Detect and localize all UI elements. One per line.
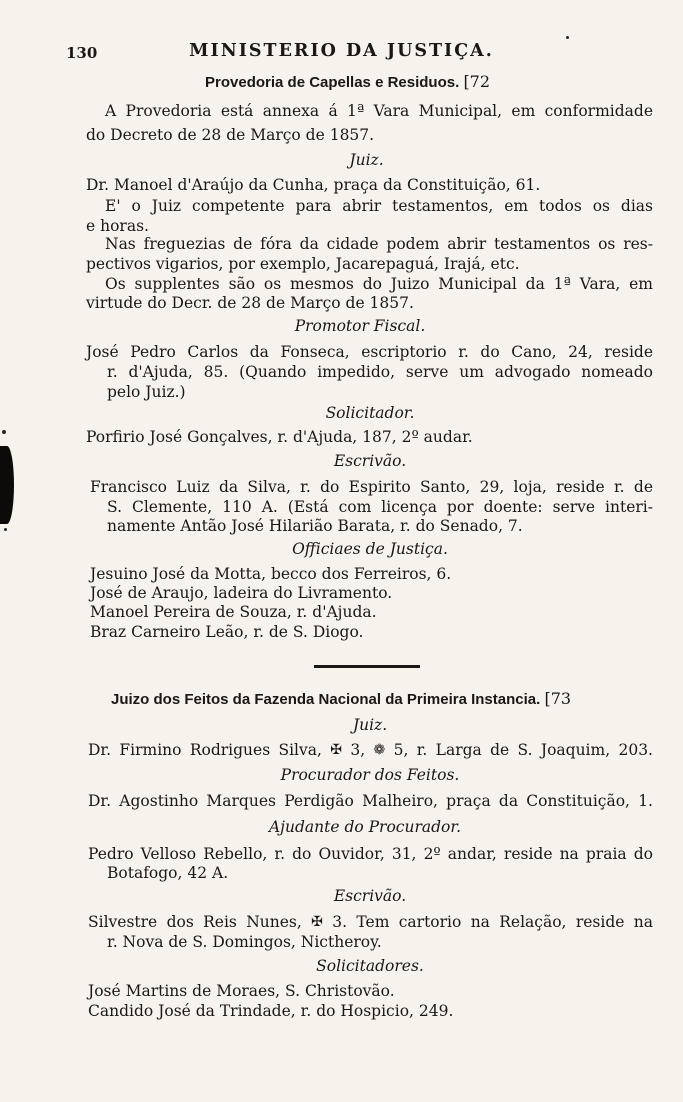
entry-text: 3. Tem cartorio na Relação, reside na xyxy=(332,913,653,931)
entry-line: Porfirio José Gonçalves, r. d'Ajuda, 187, 2º audar. xyxy=(86,428,473,446)
page-number: 130 xyxy=(66,44,98,62)
order-cross-icon: ✠ xyxy=(330,742,343,758)
paragraph-line: E' o Juiz competente para abrir testamentos, em todos os dias xyxy=(105,197,653,215)
entry-text: Dr. Firmino Rodrigues Silva, xyxy=(88,741,322,759)
entry-line: Dr. Agostinho Marques Perdigão Malheiro, praça da Constituição, 1. xyxy=(88,792,653,810)
paragraph-line: do Decreto de 28 de Março de 1857. xyxy=(86,126,375,144)
section-reference: [72 xyxy=(463,72,491,91)
ink-speck xyxy=(2,430,6,434)
order-cross-icon: ✠ xyxy=(311,914,323,930)
paragraph-line: virtude do Decr. de 28 de Março de 1857. xyxy=(86,294,414,312)
page-title: MINISTERIO DA JUSTIÇA. xyxy=(189,41,494,61)
section-reference: [73 xyxy=(544,689,572,708)
section-heading xyxy=(205,73,490,92)
entry-line xyxy=(88,913,653,931)
ink-speck xyxy=(4,528,7,531)
paragraph-line: Os supplentes são os mesmos do Juizo Municipal da 1ª Vara, em xyxy=(105,275,653,293)
section-heading xyxy=(111,690,571,709)
order-rose-icon: ❁ xyxy=(373,742,386,758)
list-item: Manoel Pereira de Souza, r. d'Ajuda. xyxy=(90,603,377,621)
role-label: Juiz. xyxy=(349,151,384,169)
entry-line: pelo Juiz.) xyxy=(107,383,186,401)
paragraph-line: e horas. xyxy=(86,217,149,235)
paragraph-line: pectivos vigarios, por exemplo, Jacarepaguá, Irajá, etc. xyxy=(86,255,520,273)
list-item: Candido José da Trindade, r. do Hospicio, 249. xyxy=(88,1002,454,1020)
entry-line: José Pedro Carlos da Fonseca, escriptorio r. do Cano, 24, reside xyxy=(86,343,653,361)
entry-line: Francisco Luiz da Silva, r. do Espirito Santo, 29, loja, reside r. de xyxy=(90,478,653,496)
role-label: Escrivão. xyxy=(333,887,407,905)
list-item: José Martins de Moraes, S. Christovão. xyxy=(88,982,395,1000)
entry-text: 3, xyxy=(350,741,366,759)
entry-line: r. Nova de S. Domingos, Nictheroy. xyxy=(107,933,382,951)
section-divider xyxy=(314,665,420,668)
role-label: Procurador dos Feitos. xyxy=(280,766,460,784)
entry-line xyxy=(88,741,653,759)
entry-line: Dr. Manoel d'Araújo da Cunha, praça da Constituição, 61. xyxy=(86,176,541,194)
section-heading-text: Provedoria de Capellas e Residuos. xyxy=(205,74,460,91)
list-item: Braz Carneiro Leão, r. de S. Diogo. xyxy=(90,623,364,641)
role-label: Ajudante do Procurador. xyxy=(268,818,461,836)
role-label: Promotor Fiscal. xyxy=(294,317,426,335)
entry-line: namente Antão José Hilarião Barata, r. do Senado, 7. xyxy=(107,517,523,535)
role-label: Juiz. xyxy=(352,716,388,734)
list-item: Jesuino José da Motta, becco dos Ferreiros, 6. xyxy=(90,565,452,583)
entry-line: r. d'Ajuda, 85. (Quando impedido, serve um advogado nomeado xyxy=(107,363,653,381)
role-label: Escrivão. xyxy=(333,452,407,470)
entry-text: Silvestre dos Reis Nunes, xyxy=(88,913,302,931)
paragraph-line: A Provedoria está annexa á 1ª Vara Municipal, em conformidade xyxy=(105,102,653,120)
entry-text: 5, r. Larga de S. Joaquim, 203. xyxy=(393,741,653,759)
role-label: Officiaes de Justiça. xyxy=(292,540,448,558)
entry-line: Botafogo, 42 A. xyxy=(107,864,229,882)
ink-speck xyxy=(566,36,569,39)
paragraph-line: Nas freguezias de fóra da cidade podem abrir testamentos os res- xyxy=(105,235,653,253)
entry-line: S. Clemente, 110 A. (Está com licença por doente: serve interi- xyxy=(107,498,653,516)
role-label: Solicitador. xyxy=(325,404,415,422)
section-heading-text: Juizo dos Feitos da Fazenda Nacional da Primeira Instancia. xyxy=(111,691,541,708)
entry-line: Pedro Velloso Rebello, r. do Ouvidor, 31, 2º andar, reside na praia do xyxy=(88,845,653,863)
list-item: José de Araujo, ladeira do Livramento. xyxy=(90,584,393,602)
role-label: Solicitadores. xyxy=(316,957,424,975)
